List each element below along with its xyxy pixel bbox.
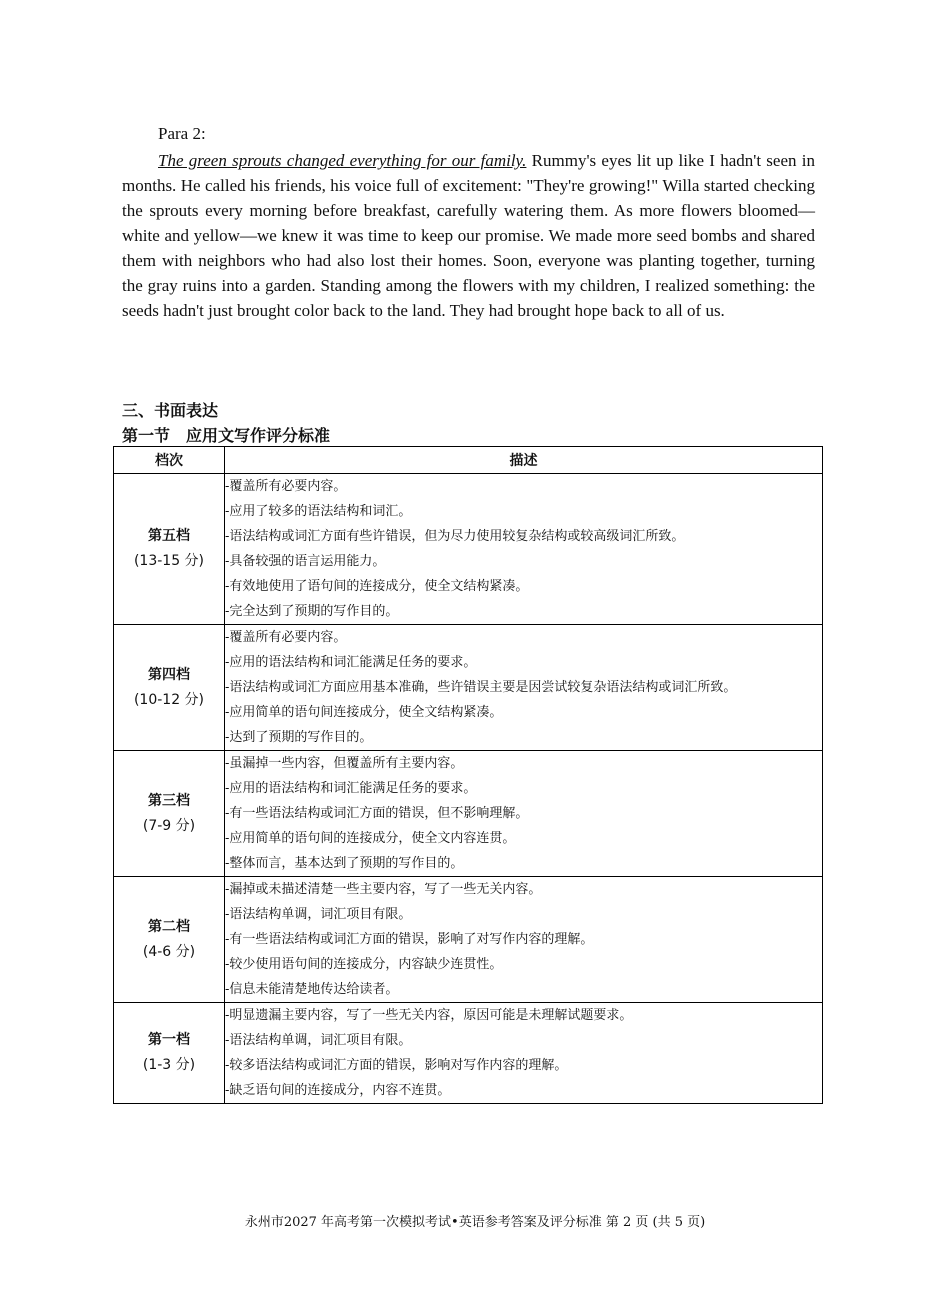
level-name: 第三档 xyxy=(148,792,190,809)
level-name: 第一档 xyxy=(148,1032,190,1048)
description-cell xyxy=(225,877,823,1003)
description-item: -应用简单的语句间的连接成分，使全文内容连贯。 xyxy=(225,831,516,846)
table-row xyxy=(114,474,823,625)
page-footer: 永州市2027 年高考第一次模拟考试•英语参考答案及评分标准 第 2 页 (共 5 页) xyxy=(244,1215,706,1230)
description-cell xyxy=(225,625,823,751)
essay-body: Rummy's eyes lit up like I hadn't seen in months. He called his friends, his voice full of excitement: "They're growing!" Willa started checking the sprouts every morning before breakfast, carefully watering them. As more flowers bloomed—white and yellow—we knew it was time to keep our promise. We made more seed bombs and shared them with neighbors who had also lost their homes. Soon, everyone was planting together, turning the gray ruins into a garden. Standing among the flowers with my children, I realized something: the seeds hadn't just brought color back to the land. They had brought hope back to all of us. xyxy=(122,151,815,320)
level-score-range: (13-15 分) xyxy=(133,553,205,569)
description-item: -较少使用语句间的连接成分，内容缺少连贯性。 xyxy=(225,957,503,972)
level-score-range: (10-12 分) xyxy=(133,691,205,708)
description-item: -漏掉或未描述清楚一些主要内容，写了一些无关内容。 xyxy=(225,882,542,897)
subsection-title: 第一节 应用文写作评分标准 xyxy=(122,426,331,445)
description-item: -覆盖所有必要内容。 xyxy=(225,479,347,494)
scoring-rubric-table xyxy=(113,446,823,1104)
description-item: -有一些语法结构或词汇方面的错误，影响了对写作内容的理解。 xyxy=(225,932,594,947)
level-name: 第五档 xyxy=(148,528,190,544)
essay-lead-sentence: The green sprouts changed everything for our family. xyxy=(158,151,527,170)
level-name: 第二档 xyxy=(148,918,190,935)
table-row xyxy=(114,877,823,1003)
description-item: -应用简单的语句间连接成分，使全文结构紧凑。 xyxy=(225,705,503,720)
description-item: -完全达到了预期的写作目的。 xyxy=(225,604,399,619)
description-item: -较多语法结构或词汇方面的错误，影响对写作内容的理解。 xyxy=(225,1058,568,1073)
level-score-range: (7-9 分) xyxy=(142,817,196,834)
description-item: -有效地使用了语句间的连接成分，使全文结构紧凑。 xyxy=(225,579,529,594)
description-item: -应用的语法结构和词汇能满足任务的要求。 xyxy=(225,655,477,670)
essay-paragraph xyxy=(122,148,815,323)
description-item: -缺乏语句间的连接成分，内容不连贯。 xyxy=(225,1083,451,1098)
description-item: -有一些语法结构或词汇方面的错误，但不影响理解。 xyxy=(225,806,529,821)
paragraph-label: Para 2: xyxy=(158,124,206,143)
header-description: 描述 xyxy=(225,447,823,474)
description-item: -语法结构单调，词汇项目有限。 xyxy=(225,1033,412,1048)
description-cell xyxy=(225,474,823,625)
description-item: -信息未能清楚地传达给读者。 xyxy=(225,982,399,997)
description-cell xyxy=(225,751,823,877)
table-row xyxy=(114,625,823,751)
description-cell xyxy=(225,1003,823,1104)
level-cell xyxy=(114,625,225,751)
description-item: -达到了预期的写作目的。 xyxy=(225,730,373,745)
level-cell xyxy=(114,751,225,877)
table-body xyxy=(114,474,823,1104)
level-score-range: (1-3 分) xyxy=(142,1057,196,1073)
description-item: -语法结构或词汇方面应用基本准确，些许错误主要是因尝试较复杂语法结构或词汇所致。 xyxy=(225,680,737,695)
level-cell xyxy=(114,474,225,625)
table-row xyxy=(114,751,823,877)
table-header-row xyxy=(114,447,823,474)
description-item: -整体而言，基本达到了预期的写作目的。 xyxy=(225,856,464,871)
description-item: -语法结构单调，词汇项目有限。 xyxy=(225,907,412,922)
description-item: -具备较强的语言运用能力。 xyxy=(225,554,386,569)
description-item: -明显遗漏主要内容，写了一些无关内容，原因可能是未理解试题要求。 xyxy=(225,1008,633,1023)
description-item: -应用的语法结构和词汇能满足任务的要求。 xyxy=(225,781,477,796)
level-cell xyxy=(114,877,225,1003)
description-item: -虽漏掉一些内容，但覆盖所有主要内容。 xyxy=(225,756,464,771)
level-cell xyxy=(114,1003,225,1104)
level-score-range: (4-6 分) xyxy=(142,943,196,960)
level-name: 第四档 xyxy=(148,666,190,683)
table-row xyxy=(114,1003,823,1104)
description-item: -覆盖所有必要内容。 xyxy=(225,630,347,645)
description-item: -语法结构或词汇方面有些许错误，但为尽力使用较复杂结构或较高级词汇所致。 xyxy=(225,529,685,544)
section-title: 三、书面表达 xyxy=(122,401,219,420)
description-item: -应用了较多的语法结构和词汇。 xyxy=(225,504,412,519)
header-level: 档次 xyxy=(114,447,225,474)
